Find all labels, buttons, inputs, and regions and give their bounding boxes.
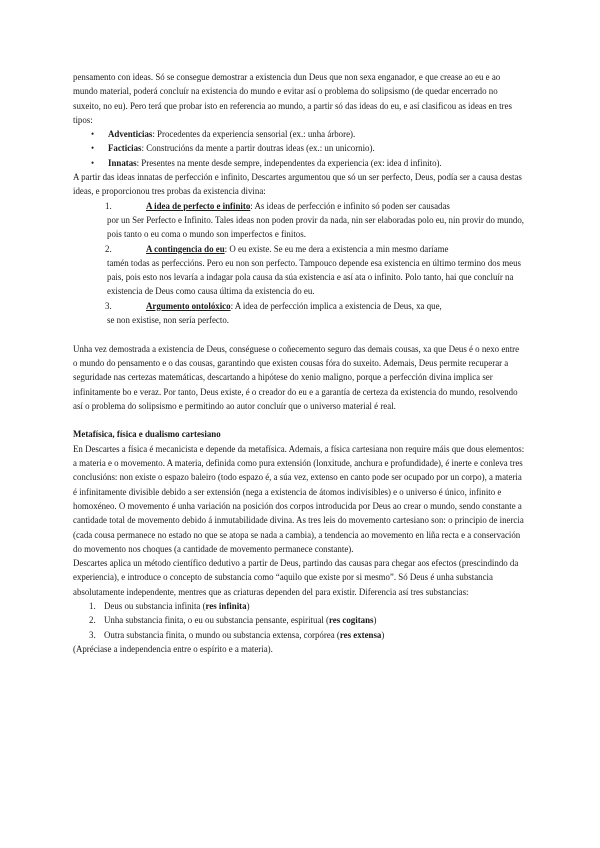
term: A contingencia do eu <box>146 243 225 254</box>
term: A idea de perfecto e infinito <box>146 200 251 211</box>
conclusion-paragraph: Unha vez demostrada a existencia de Deus, conséguese o coñecemento seguro das demais cousas, xa que Deus é o nexo entre o mundo do pensamento e o das cousas, garantindo que existen cousas fóra do suxeito. Ademais, Deus permite recuperar a seguridade nas certezas matemáticas, descartando a hipótese do xenio maligno, porque a perfección divina implica ser infinitamente bo e veraz. Por tanto, Deus existe, é o creador do eu e a garantía de certeza da existencia do mundo, resolvendo así o problema do solipsismo e permitindo ao autor concluír que o universo material é real. <box>73 343 520 411</box>
item-close: ) <box>246 600 250 611</box>
item-number: 3. <box>105 300 112 311</box>
list-item <box>73 628 525 642</box>
term: Adventicias <box>108 129 153 140</box>
first-line: : As ideas de perfección e infinito só poden ser causadas <box>250 200 450 211</box>
definition: : Presentes na mente desde sempre, independentes da experiencia (ex: idea d infinito). <box>136 157 442 168</box>
first-line: : A idea de perfección implica a existencia de Deus, xa que, <box>230 300 442 311</box>
list-item <box>73 242 525 256</box>
item-text: Deus ou substancia infinita ( <box>104 600 206 611</box>
list-item <box>73 599 525 613</box>
item-close: ) <box>373 615 377 626</box>
term: Innatas <box>108 157 137 168</box>
list-item <box>73 127 525 141</box>
bullet-icon: • <box>91 157 95 168</box>
list-item <box>73 156 525 170</box>
list-item <box>73 141 525 155</box>
list-item <box>73 199 525 213</box>
item-close: ) <box>381 629 385 640</box>
term: Argumento ontolóxico <box>146 300 231 311</box>
method-paragraph: Descartes aplica un método científico dedutivo a partir de Deus, partindo das causas para chegar aos efectos (prescindindo da experiencia), e introduce o concepto de substancia como “aquilo que existe por si mesmo”. Só Deus é unha substancia absolutamente independente, mentres que as criaturas dependen del para existir. Diferencia así tres substancias: <box>73 558 519 597</box>
section-heading: Metafísica, física e dualismo cartesiano <box>73 429 221 440</box>
item-number: 2. <box>89 615 96 626</box>
item-number: 1. <box>89 600 96 611</box>
list-item <box>73 299 525 313</box>
proof-continuation: se non existise, non sería perfecto. <box>107 315 229 326</box>
list-item <box>73 613 525 627</box>
item-text: Unha substancia finita, o eu ou substancia pensante, espiritual ( <box>104 615 330 626</box>
item-number: 2. <box>105 243 112 254</box>
document-page <box>73 70 525 656</box>
substances-list <box>73 599 525 642</box>
term: res extensa <box>339 629 382 640</box>
intro-paragraph: pensamento con ideas. Só se consegue demostrar a existencia dun Deus que non sexa enganador, e que crease ao eu e ao mundo material, poderá concluír na existencia do mundo e evitar así o problema do solipsismo (de quedar encerrado no suxeito, no eu). Pero terá que probar isto en referencia ao mundo, a partir só das ideas do eu, e así clasificou as ideas en tres tipos: <box>73 72 512 125</box>
proof-continuation: por un Ser Perfecto e Infinito. Tales ideas non poden provir da nada, nin ser elaboradas polo eu, nin provir do mundo, pois tanto o eu coma o mundo son imperfectos e finitos. <box>107 214 524 240</box>
proof-continuation: tamén todas as perfeccións. Pero eu non son perfecto. Tampouco depende esa existencia en último termino dos meus pais, pois esto nos levaría a indagar pola causa da súa existencia e así ata o infinito. Polo tanto, hai que concluír na existencia de Deus como causa última da existencia do eu. <box>107 257 521 297</box>
term: Facticias <box>108 143 142 154</box>
item-text: Outra substancia finita, o mundo ou substancia extensa, corpórea ( <box>104 629 340 640</box>
first-line: : O eu existe. Se eu me dera a existencia a min mesmo daríame <box>224 243 449 254</box>
bullet-icon: • <box>91 143 95 154</box>
idea-types-list <box>73 127 525 170</box>
term: res cogitans <box>329 615 374 626</box>
item-number: 1. <box>105 200 112 211</box>
item-number: 3. <box>89 629 96 640</box>
proofs-intro: A partir das ideas innatas de perfección e infinito, Descartes argumentou que só un ser perfecto, Deus, podía ser a causa destas ideas, e proporcionou tres probas da existencia divina: <box>73 172 522 197</box>
definition: : Procedentes da experiencia sensorial (ex.: unha árbore). <box>152 129 356 140</box>
bullet-icon: • <box>91 129 95 140</box>
proofs-list <box>73 199 525 328</box>
closing-note: (Apréciase a independencia entre o espírito e a materia). <box>73 643 273 654</box>
term: res infinita <box>205 600 247 611</box>
physics-paragraph: En Descartes a física é mecanicista e depende da metafísica. Ademais, a física cartesiana non require máis que dous elementos: a materia e o movemento. A materia, definida como pura extensión (lonxitude, anchura e profundidade), é inerte e conleva tres conclusións: non existe o espazo baleiro (todo espazo é, a súa vez, extenso en canto pode ser ocupado por un corpo), a materia é infinitamente divisible debido a ser extensión (nega a existencia de átomos indivisibles) e o universo é único, infinito e homoxéneo. O movemento é unha variación na posición dos corpos introducida por Deus ao crear o mundo, sendo constante a cantidade total de movemento debido á inmutabilidade divina. As tres leis do movemento cartesiano son: o principio de inercia (cada cousa permanece no estado no que se atopa se nada a cambia), a tendencia ao movemento en liña recta e a conservación do movemento nos choques (a cantidade de movemento permanece constante). <box>73 443 525 554</box>
definition: : Construcións da mente a partir doutras ideas (ex.: un unicornio). <box>141 143 375 154</box>
